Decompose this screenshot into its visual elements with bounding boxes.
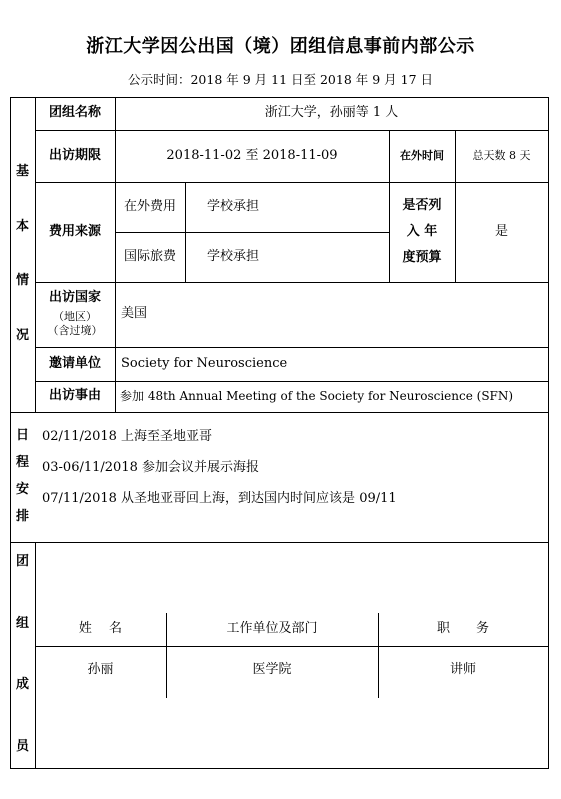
group-name-value: 浙江大学，孙丽等 1 人 (264, 105, 399, 121)
schedule-item: 02/11/2018 上海至圣地亚哥 (42, 429, 213, 444)
abroad-cost-value: 学校承担 (207, 198, 260, 214)
group-name-label: 团组名称 (48, 105, 101, 121)
budget-label: 是否列 入 年 度预算 (402, 198, 442, 265)
funding-label: 费用来源 (48, 223, 101, 239)
schedule-section-label: 日 程 安 排 (15, 428, 29, 524)
visit-period-value: 2018-11-02 至 2018-11-09 (166, 147, 338, 163)
schedule-item: 07/11/2018 从圣地亚哥回上海，到达国内时间应该是 09/11 (42, 491, 397, 506)
country-value: 美国 (121, 306, 148, 322)
members-section-label: 团 组 成 员 (15, 554, 29, 755)
purpose-value: 参加 48th Annual Meeting of the Society for Neuroscience (SFN) (120, 388, 514, 403)
intl-travel-label: 国际旅费 (123, 248, 176, 264)
member-unit: 医学院 (252, 662, 292, 677)
members-header-name: 姓 名 (78, 621, 123, 637)
schedule-item: 03-06/11/2018 参加会议并展示海报 (42, 460, 259, 475)
abroad-cost-label: 在外费用 (123, 198, 176, 214)
abroad-time-label: 在外时间 (400, 148, 444, 162)
member-name: 孙丽 (87, 662, 114, 677)
visit-period-label: 出访期限 (48, 147, 101, 163)
budget-value: 是 (494, 223, 508, 239)
announce-period: 公示时间：2018 年 9 月 11 日至 2018 年 9 月 17 日 (127, 72, 434, 87)
intl-travel-value: 学校承担 (207, 248, 260, 264)
purpose-label: 出访事由 (48, 388, 101, 404)
abroad-time-value: 总天数 8 天 (472, 148, 531, 162)
members-header-unit: 工作单位及部门 (226, 621, 318, 637)
inviter-value: Society for Neuroscience (121, 355, 288, 371)
page-title: 浙江大学因公出国（境）团组信息事前内部公示 (86, 36, 475, 57)
country-label: 出访国家 （地区） （含过境） (47, 290, 103, 338)
inviter-label: 邀请单位 (48, 355, 101, 371)
member-title: 讲师 (449, 662, 476, 677)
basic-info-section-label: 基 本 情 况 (15, 164, 29, 343)
members-header-title: 职 务 (436, 621, 489, 637)
